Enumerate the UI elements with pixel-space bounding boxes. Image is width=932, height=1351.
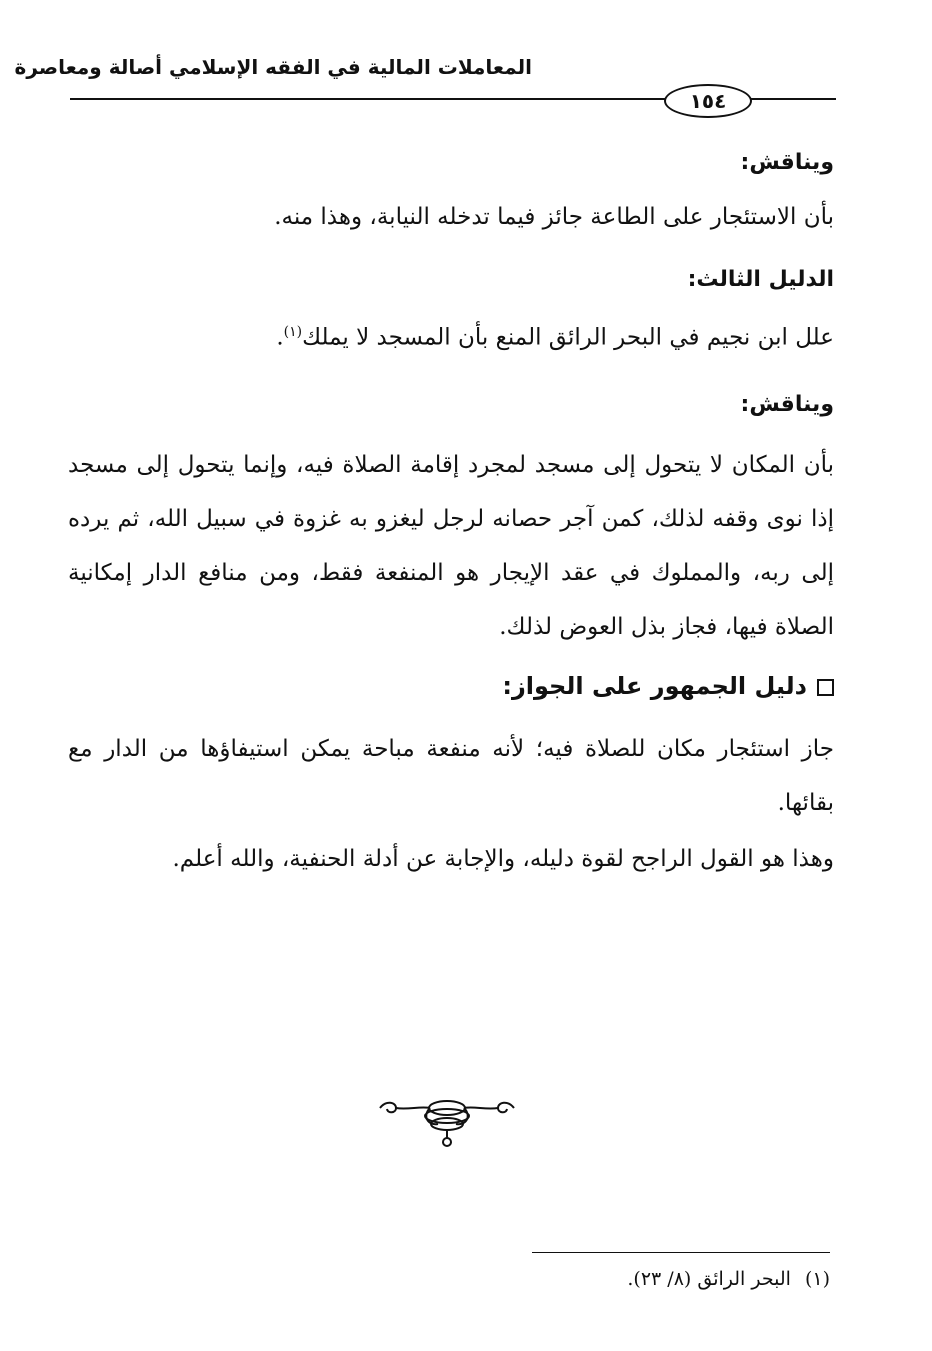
checkbox-icon [817,679,834,696]
paragraph-3: بأن المكان لا يتحول إلى مسجد لمجرد إقامة الصلاة فيه، وإنما يتحول إلى مسجد إذا نوى وقفه لذلك، كمن آجر حصانه لرجل ليغزو به غزوة في سبيل الله، ثم يرده إلى ربه، والمملوك في عقد الإيجار هو المنفعة فقط، ومن منافع الدار إمكانية الصلاة فيها، فجاز بذل العوض لذلك. [68,452,834,640]
floral-divider-icon [372,1096,522,1152]
section-heading [68,672,834,700]
paragraph-2 [68,324,834,351]
paragraph-1: بأن الاستئجار على الطاعة جائز فيما تدخله النيابة، وهذا منه. [274,204,834,230]
paragraph-5: وهذا هو القول الراجح لقوة دليله، والإجابة عن أدلة الحنفية، والله أعلم. [172,846,834,872]
footnote-number: (١) [804,1268,830,1290]
heading-third-evidence: الدليل الثالث: [687,267,834,292]
paragraph-4: جاز استئجار مكان للصلاة فيه؛ لأنه منفعة مباحة يمكن استيفاؤها من الدار مع بقائها. [68,736,834,816]
paragraph-2-end: . [276,324,284,351]
page-number: ١٥٤ [664,84,752,118]
section-heading-text: دليل الجمهور على الجواز: [502,672,807,700]
heading-discussion-1: ويناقش: [740,150,834,175]
footnote-text: البحر الرائق (٨/ ٢٣). [627,1268,791,1290]
paragraph-2-text: علل ابن نجيم في البحر الرائق المنع بأن المسجد لا يملك [302,324,834,351]
footnote-rule [532,1252,830,1253]
footnote [400,1268,830,1290]
running-title: المعاملات المالية في الفقه الإسلامي أصالة ومعاصرة [14,55,532,79]
heading-discussion-2: ويناقش: [740,392,834,417]
footnote-reference[interactable]: (١) [283,324,303,340]
